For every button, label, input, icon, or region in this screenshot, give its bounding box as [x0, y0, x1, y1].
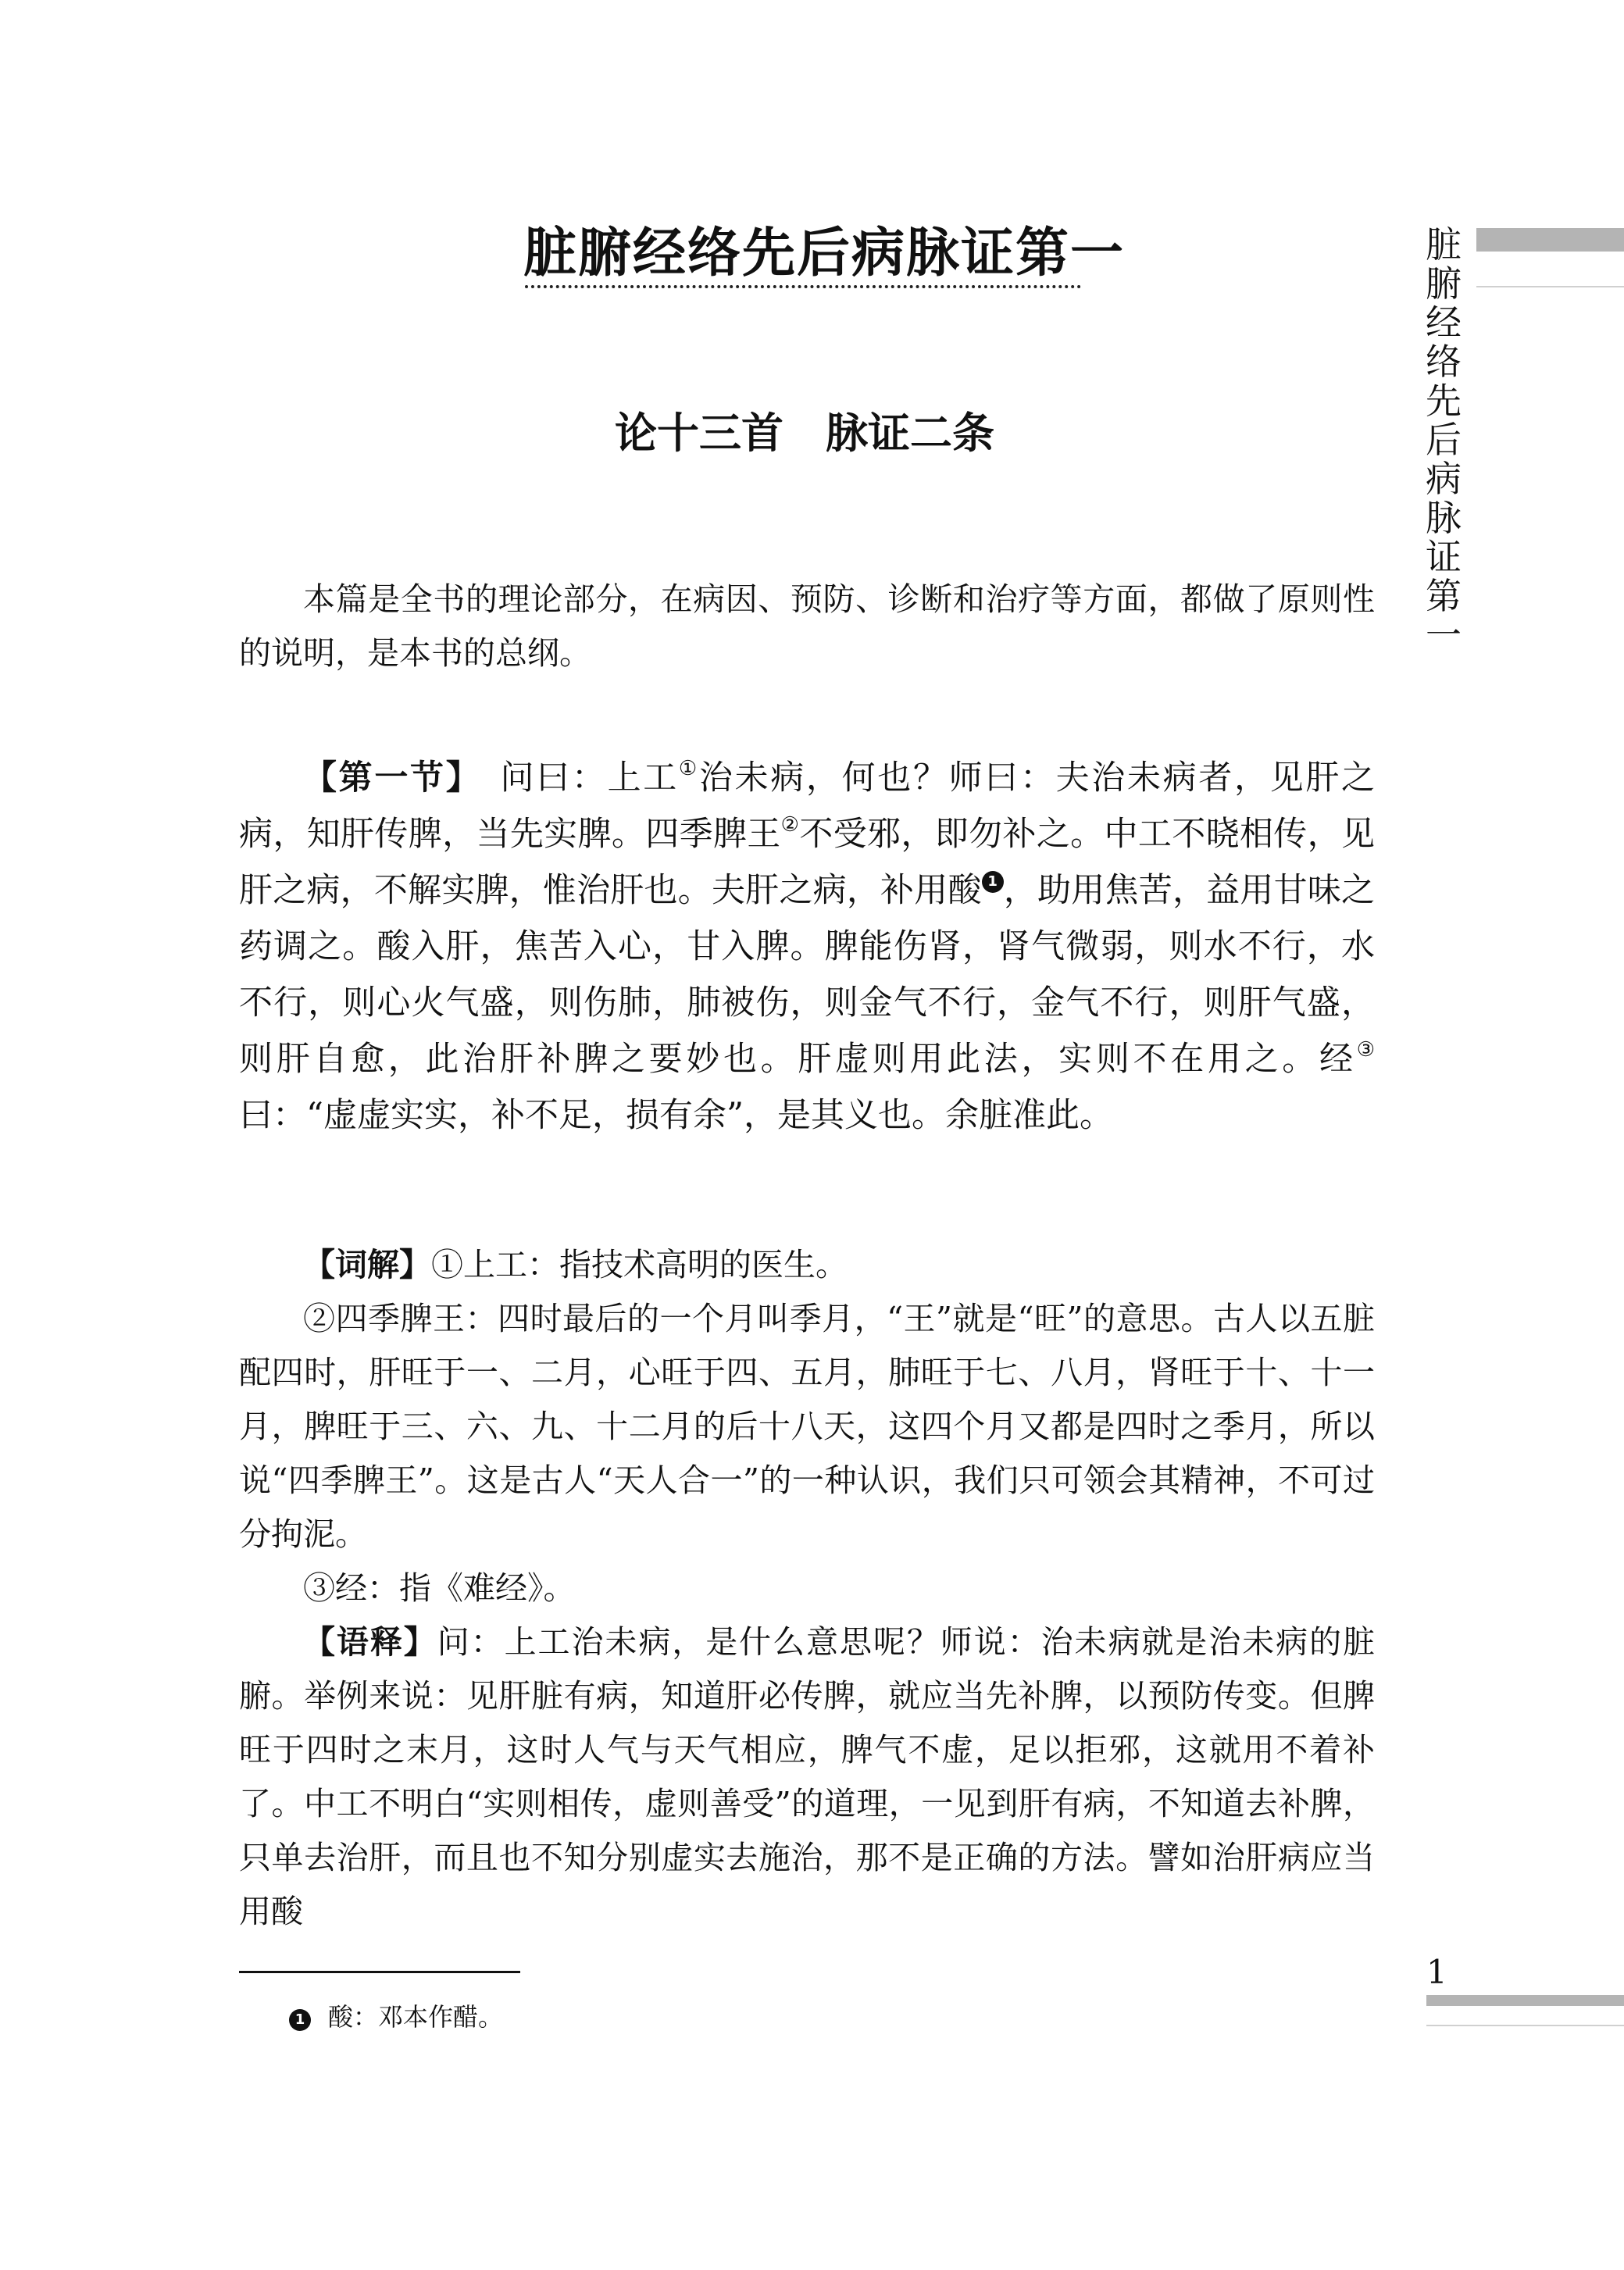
- section1-text-part1: 问曰：上工: [464, 758, 679, 798]
- annotation-ref-3: ③: [1356, 1038, 1375, 1062]
- translation-text: 问：上工治未病，是什么意思呢？师说：治未病就是治未病的脏腑。举例来说：见肝脏有病，知道肝必传脾，就应当先补脾，以预防传变。但脾旺于四时之末月，这时人气与天气相应，脾气不虚，足以拒邪，这就用不着补了。中工不明白“实则相传，虚则善受”的道理，一见到肝有病，不知道去补脾，只单去治肝，而且也不知分别虚实去施治，那不是正确的方法。譬如治肝病应当用酸: [239, 1623, 1376, 1930]
- glossary-item-1: [239, 1238, 1375, 1292]
- glossary-label: 【词解】: [303, 1246, 431, 1283]
- translation-paragraph: [239, 1615, 1375, 1939]
- glossary-item-1-text: ①上工：指技术高明的医生。: [431, 1246, 848, 1283]
- side-tab-line-top: [1476, 286, 1624, 287]
- section1-text-part2: 治未病，何也？师曰：夫治未病者，见肝之病，知肝传脾，当先实脾。四季脾王: [239, 758, 1376, 854]
- page-number: 1: [1426, 1953, 1447, 1991]
- footnote-text: 酸：邓本作醋。: [328, 2002, 504, 2032]
- side-tab-line-bottom: [1426, 2025, 1624, 2026]
- section1-label: 【第一节】: [303, 758, 465, 798]
- intro-text: 本篇是全书的理论部分，在病因、预防、诊断和治疗等方面，都做了原则性的说明，是本书的总纲。: [239, 580, 1375, 672]
- section1-text-part5: 曰：“虚虚实实，补不足，损有余”，是其义也。余脏准此。: [239, 1096, 1113, 1135]
- translation-label: 【语释】: [303, 1623, 437, 1661]
- intro-paragraph: [239, 573, 1375, 680]
- section-heading: 论十三首 脉证二条: [615, 409, 994, 458]
- footnote-ref-mark: 1: [982, 871, 1004, 893]
- footnote-mark: 1: [289, 2009, 311, 2031]
- annotation-ref-2: ②: [780, 813, 800, 837]
- glossary-item-3: ③经：指《难经》。: [303, 1569, 576, 1607]
- section1-text-part3: 不受邪，即勿补之。中工不晓相传，见肝之病，不解实脾，惟治肝也。夫肝之病，补用酸: [239, 815, 1376, 910]
- chapter-title: 脏腑经络先后病脉证第一: [523, 223, 1126, 284]
- running-head-vertical: 脏腑经络先后病脉证第一: [1426, 223, 1462, 656]
- section1-text-part4: ，助用焦苦，益用甘味之药调之。酸入肝，焦苦入心，甘入脾。脾能伤肾，肾气微弱，则水不行，水不行，则心火气盛，则伤肺，肺被伤，则金气不行，金气不行，则肝气盛，则肝自愈，此治肝补脾之要妙也。肝虚则用此法，实则不在用之。经: [239, 871, 1376, 1079]
- section1-paragraph: [239, 750, 1375, 1144]
- side-tab-bar-top: [1476, 228, 1624, 252]
- side-tab-bar-bottom: [1426, 1995, 1624, 2006]
- notes-block: [239, 1238, 1375, 1939]
- footnote: [289, 2000, 503, 2034]
- title-dotted-rule: [525, 285, 1081, 288]
- annotation-ref-1: ①: [678, 757, 699, 780]
- classic-text-section1: [239, 750, 1375, 1144]
- footnote-rule: [239, 1971, 520, 1973]
- glossary-item-2: ②四季脾王：四时最后的一个月叫季月，“王”就是“旺”的意思。古人以五脏配四时，肝旺于一、二月，心旺于四、五月，肺旺于七、八月，肾旺于十、十一月，脾旺于三、六、九、十二月的后十八天，这四个月又都是四时之季月，所以说“四季脾王”。这是古人“天人合一”的一种认识，我们只可领会其精神，不可过分拘泥。: [239, 1300, 1375, 1553]
